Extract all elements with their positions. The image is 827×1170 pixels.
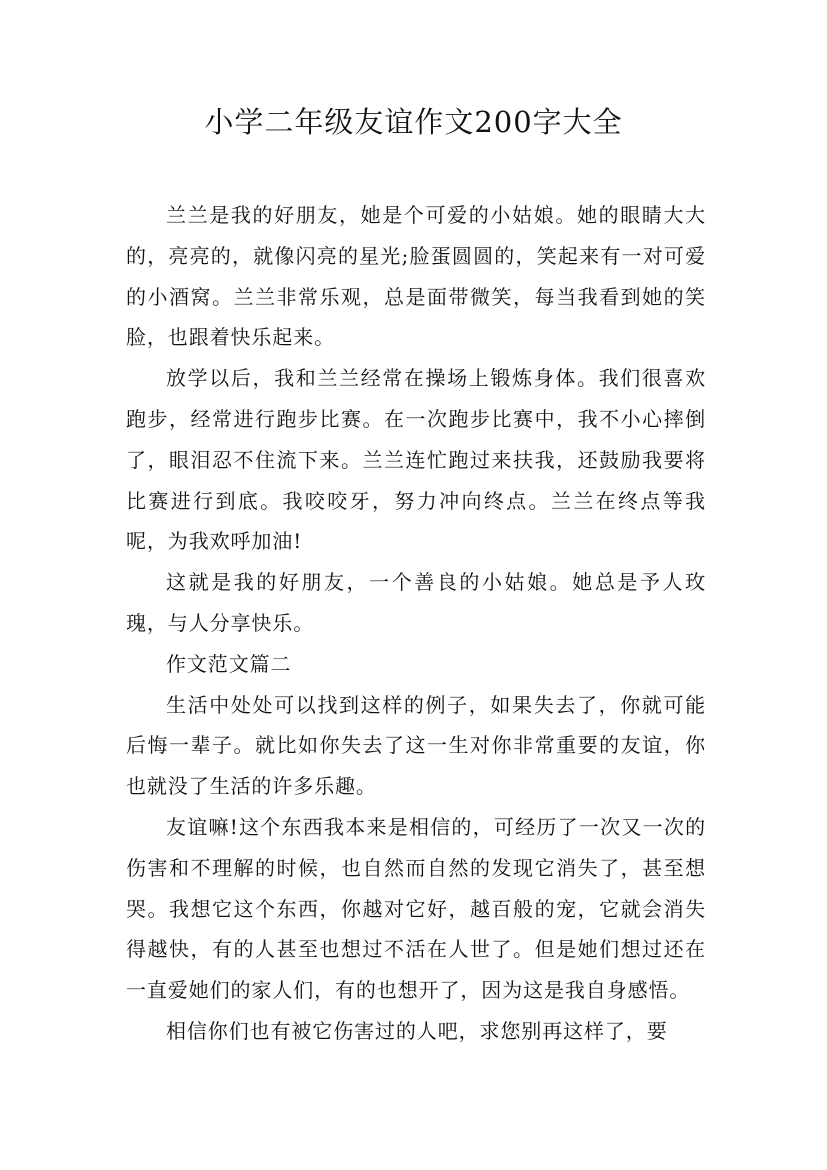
paragraph: 友谊嘛!这个东西我本来是相信的，可经历了一次又一次的伤害和不理解的时候，也自然而自然的发现它消失了，甚至想哭。我想它这个东西，你越对它好，越百般的宠，它就会消失得越快，有的人甚至也想过不活在人世了。但是她们想过还在一直爱她们的家人们，有的也想开了，因为这是我自身感悟。 [126,814,706,1003]
paragraph: 生活中处处可以找到这样的例子，如果失去了，你就可能后悔一辈子。就比如你失去了这一生对你非常重要的友谊，你也就没了生活的许多乐趣。 [126,692,706,799]
document-body [126,195,706,1052]
paragraph: 相信你们也有被它伤害过的人吧，求您别再这样了，要 [166,1018,668,1043]
paragraph: 这就是我的好朋友，一个善良的小姑娘。她总是予人玫瑰，与人分享快乐。 [126,570,706,635]
document-title: 小学二年级友谊作文200字大全 [204,105,623,139]
section-heading: 作文范文篇二 [166,651,292,676]
paragraph: 放学以后，我和兰兰经常在操场上锻炼身体。我们很喜欢跑步，经常进行跑步比赛。在一次跑步比赛中，我不小心摔倒了，眼泪忍不住流下来。兰兰连忙跑过来扶我，还鼓励我要将比赛进行到底。我咬咬牙，努力冲向终点。兰兰在终点等我呢，为我欢呼加油! [126,366,706,554]
paragraph: 兰兰是我的好朋友，她是个可爱的小姑娘。她的眼睛大大的，亮亮的，就像闪亮的星光;脸蛋圆圆的，笑起来有一对可爱的小酒窝。兰兰非常乐观，总是面带微笑，每当我看到她的笑脸，也跟着快乐起来。 [126,203,706,350]
